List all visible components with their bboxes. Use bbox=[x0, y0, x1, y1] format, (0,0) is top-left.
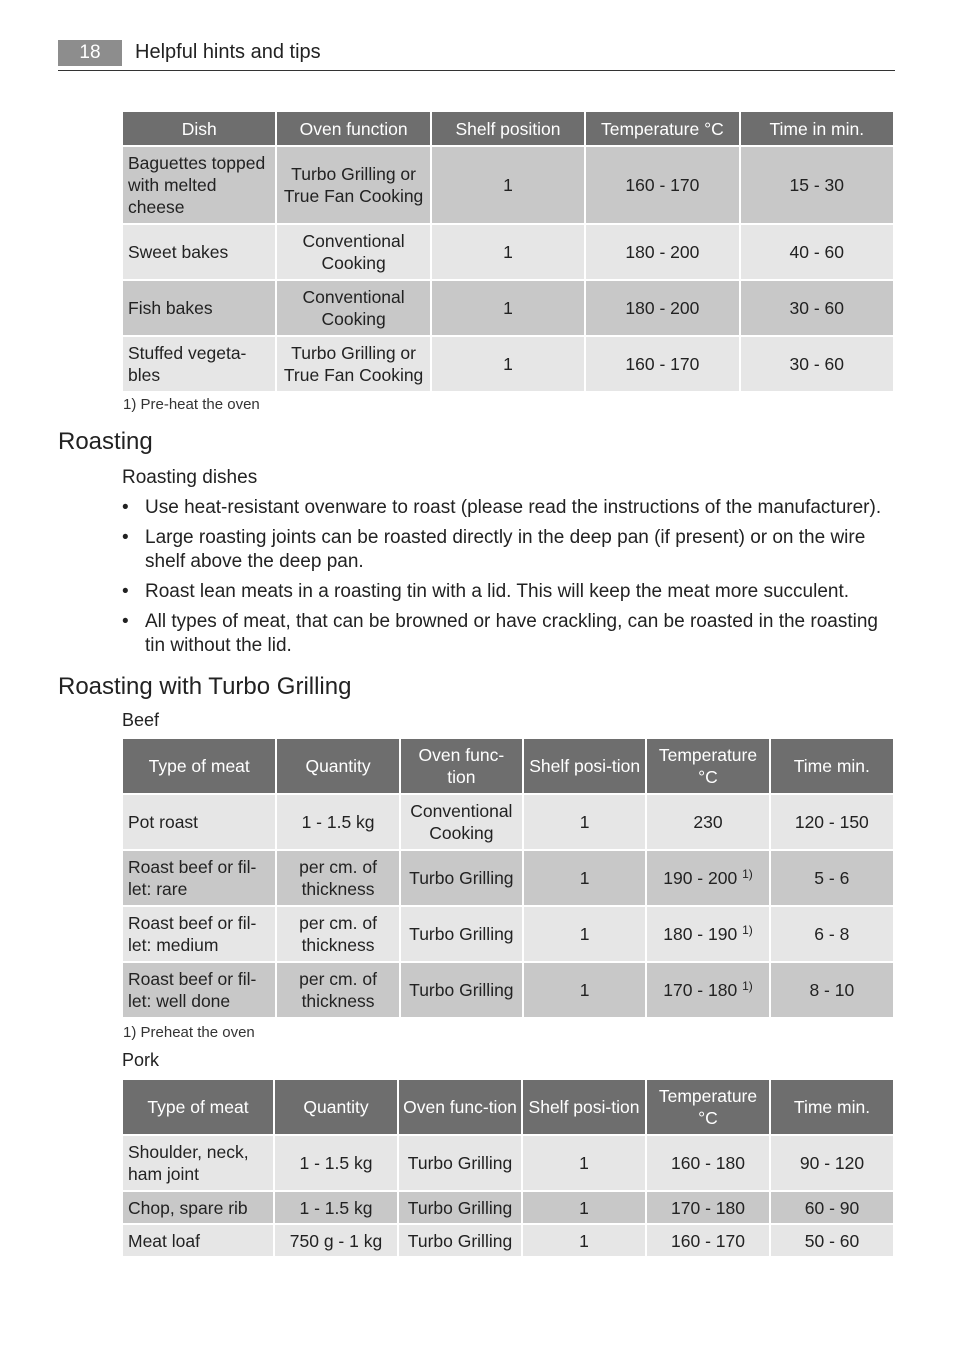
meat-type-cell: Roast beef or fil-let: medium bbox=[123, 907, 275, 961]
table-footnote: 1) Pre-heat the oven bbox=[123, 396, 260, 413]
meat-type-cell: Roast beef or fil-let: well done bbox=[123, 963, 275, 1017]
table-row bbox=[123, 147, 893, 223]
table-row bbox=[123, 1225, 893, 1256]
shelf-position-cell: 1 bbox=[524, 795, 645, 849]
column-header-type-of-meat: Type of meat bbox=[123, 739, 275, 793]
temperature-cell: 160 - 170 bbox=[647, 1225, 769, 1256]
dish-cell: Fish bakes bbox=[123, 281, 275, 335]
meat-type-cell: Roast beef or fil-let: rare bbox=[123, 851, 275, 905]
temperature-cell: 160 - 180 bbox=[647, 1136, 769, 1190]
dish-cell: Baguettes topped with melted cheese bbox=[123, 147, 275, 223]
meat-type-cell: Chop, spare rib bbox=[123, 1192, 273, 1223]
temperature-cell: 180 - 200 bbox=[586, 225, 738, 279]
shelf-position-cell: 1 bbox=[524, 851, 645, 905]
list-item bbox=[122, 496, 897, 520]
beef-footnote: 1) Preheat the oven bbox=[123, 1024, 255, 1041]
shelf-position-cell: 1 bbox=[432, 225, 584, 279]
shelf-position-cell: 1 bbox=[523, 1225, 645, 1256]
temperature-cell: 160 - 170 bbox=[586, 337, 738, 391]
pork-table bbox=[121, 1078, 895, 1258]
quantity-cell: per cm. of thickness bbox=[277, 851, 398, 905]
quantity-cell: per cm. of thickness bbox=[277, 907, 398, 961]
column-header-quantity: Quantity bbox=[277, 739, 398, 793]
temperature-cell: 160 - 170 bbox=[586, 147, 738, 223]
time-cell: 90 - 120 bbox=[771, 1136, 893, 1190]
beef-label: Beef bbox=[122, 710, 160, 730]
time-cell: 15 - 30 bbox=[741, 147, 893, 223]
footnote-marker: 1) bbox=[742, 979, 753, 993]
temperature-cell: 180 - 200 bbox=[586, 281, 738, 335]
footnote-marker: 1) bbox=[742, 923, 753, 937]
time-cell: 5 - 6 bbox=[771, 851, 893, 905]
temperature-value: 180 - 190 bbox=[663, 924, 738, 944]
oven-function-cell: Turbo Grilling bbox=[399, 1136, 521, 1190]
quantity-cell: 1 - 1.5 kg bbox=[277, 795, 398, 849]
column-header-temperature: Temperature °C bbox=[586, 112, 738, 145]
table-row bbox=[123, 225, 893, 279]
column-header-time: Time min. bbox=[771, 1080, 893, 1134]
oven-function-cell: Turbo Grilling bbox=[401, 963, 522, 1017]
subsection-title-roasting-dishes: Roasting dishes bbox=[122, 467, 258, 488]
table-row bbox=[123, 907, 893, 961]
bullet-icon: • bbox=[122, 527, 129, 548]
temperature-cell bbox=[647, 907, 768, 961]
shelf-position-cell: 1 bbox=[432, 147, 584, 223]
header-divider bbox=[58, 70, 895, 71]
quantity-cell: per cm. of thickness bbox=[277, 963, 398, 1017]
temperature-cell: 170 - 180 bbox=[647, 1192, 769, 1223]
dish-cell: Sweet bakes bbox=[123, 225, 275, 279]
time-cell: 8 - 10 bbox=[771, 963, 893, 1017]
dish-cell: Stuffed vegeta-bles bbox=[123, 337, 275, 391]
oven-function-cell: Turbo Grilling or True Fan Cooking bbox=[277, 337, 429, 391]
list-item-text: All types of meat, that can be browned or have crackling, can be roasted in the roasting tin without the lid. bbox=[145, 611, 878, 656]
table-row bbox=[123, 281, 893, 335]
column-header-temperature: Temperature °C bbox=[647, 1080, 769, 1134]
meat-type-cell: Meat loaf bbox=[123, 1225, 273, 1256]
bullet-icon: • bbox=[122, 611, 129, 632]
list-item bbox=[122, 610, 897, 658]
oven-function-cell: Conventional Cooking bbox=[277, 225, 429, 279]
column-header-shelf-position: Shelf posi-tion bbox=[524, 739, 645, 793]
temperature-cell bbox=[647, 963, 768, 1017]
quantity-cell: 750 g - 1 kg bbox=[275, 1225, 397, 1256]
list-item-text: Use heat-resistant ovenware to roast (please read the instructions of the manufacturer). bbox=[145, 497, 882, 518]
time-cell: 30 - 60 bbox=[741, 337, 893, 391]
table-row bbox=[123, 851, 893, 905]
temperature-cell bbox=[647, 795, 768, 849]
meat-type-cell: Shoulder, neck, ham joint bbox=[123, 1136, 273, 1190]
oven-function-cell: Turbo Grilling or True Fan Cooking bbox=[277, 147, 429, 223]
time-cell: 40 - 60 bbox=[741, 225, 893, 279]
quantity-cell: 1 - 1.5 kg bbox=[275, 1192, 397, 1223]
list-item bbox=[122, 526, 897, 574]
shelf-position-cell: 1 bbox=[524, 963, 645, 1017]
column-header-shelf-position: Shelf posi-tion bbox=[523, 1080, 645, 1134]
column-header-type-of-meat: Type of meat bbox=[123, 1080, 273, 1134]
section-title-roasting: Roasting bbox=[58, 428, 153, 455]
oven-function-cell: Conventional Cooking bbox=[401, 795, 522, 849]
shelf-position-cell: 1 bbox=[523, 1136, 645, 1190]
section-title-turbo-grilling: Roasting with Turbo Grilling bbox=[58, 673, 352, 700]
column-header-quantity: Quantity bbox=[275, 1080, 397, 1134]
table-row bbox=[123, 795, 893, 849]
table-row bbox=[123, 337, 893, 391]
column-header-time: Time in min. bbox=[741, 112, 893, 145]
table-row bbox=[123, 1192, 893, 1223]
oven-function-cell: Turbo Grilling bbox=[401, 907, 522, 961]
table-row bbox=[123, 1136, 893, 1190]
time-cell: 60 - 90 bbox=[771, 1192, 893, 1223]
pork-label: Pork bbox=[122, 1050, 160, 1070]
shelf-position-cell: 1 bbox=[524, 907, 645, 961]
footnote-marker: 1) bbox=[742, 867, 753, 881]
temperature-value: 170 - 180 bbox=[663, 980, 738, 1000]
column-header-dish: Dish bbox=[123, 112, 275, 145]
list-item-text: Roast lean meats in a roasting tin with a lid. This will keep the meat more succulent. bbox=[145, 581, 850, 602]
bullet-icon: • bbox=[122, 497, 129, 518]
column-header-oven-function: Oven func-tion bbox=[401, 739, 522, 793]
temperature-value: 190 - 200 bbox=[663, 868, 738, 888]
temperature-value: 230 bbox=[693, 812, 723, 832]
column-header-shelf-position: Shelf position bbox=[432, 112, 584, 145]
beef-table bbox=[121, 737, 895, 1019]
column-header-oven-function: Oven func-tion bbox=[399, 1080, 521, 1134]
oven-function-cell: Turbo Grilling bbox=[399, 1192, 521, 1223]
oven-function-cell: Turbo Grilling bbox=[401, 851, 522, 905]
list-item bbox=[122, 580, 897, 604]
bullet-icon: • bbox=[122, 581, 129, 602]
oven-function-cell: Turbo Grilling bbox=[399, 1225, 521, 1256]
baking-table bbox=[121, 110, 895, 393]
list-item-text: Large roasting joints can be roasted directly in the deep pan (if present) or on the wire shelf above the deep pan. bbox=[145, 527, 866, 572]
quantity-cell: 1 - 1.5 kg bbox=[275, 1136, 397, 1190]
column-header-temperature: Temperature °C bbox=[647, 739, 768, 793]
page-number: 18 bbox=[58, 40, 122, 66]
time-cell: 120 - 150 bbox=[771, 795, 893, 849]
column-header-oven-function: Oven function bbox=[277, 112, 429, 145]
time-cell: 6 - 8 bbox=[771, 907, 893, 961]
time-cell: 30 - 60 bbox=[741, 281, 893, 335]
shelf-position-cell: 1 bbox=[432, 337, 584, 391]
shelf-position-cell: 1 bbox=[432, 281, 584, 335]
roasting-tips-list bbox=[122, 496, 897, 664]
shelf-position-cell: 1 bbox=[523, 1192, 645, 1223]
column-header-time: Time min. bbox=[771, 739, 893, 793]
page-header-title: Helpful hints and tips bbox=[135, 41, 321, 63]
temperature-cell bbox=[647, 851, 768, 905]
oven-function-cell: Conventional Cooking bbox=[277, 281, 429, 335]
time-cell: 50 - 60 bbox=[771, 1225, 893, 1256]
table-row bbox=[123, 963, 893, 1017]
meat-type-cell: Pot roast bbox=[123, 795, 275, 849]
